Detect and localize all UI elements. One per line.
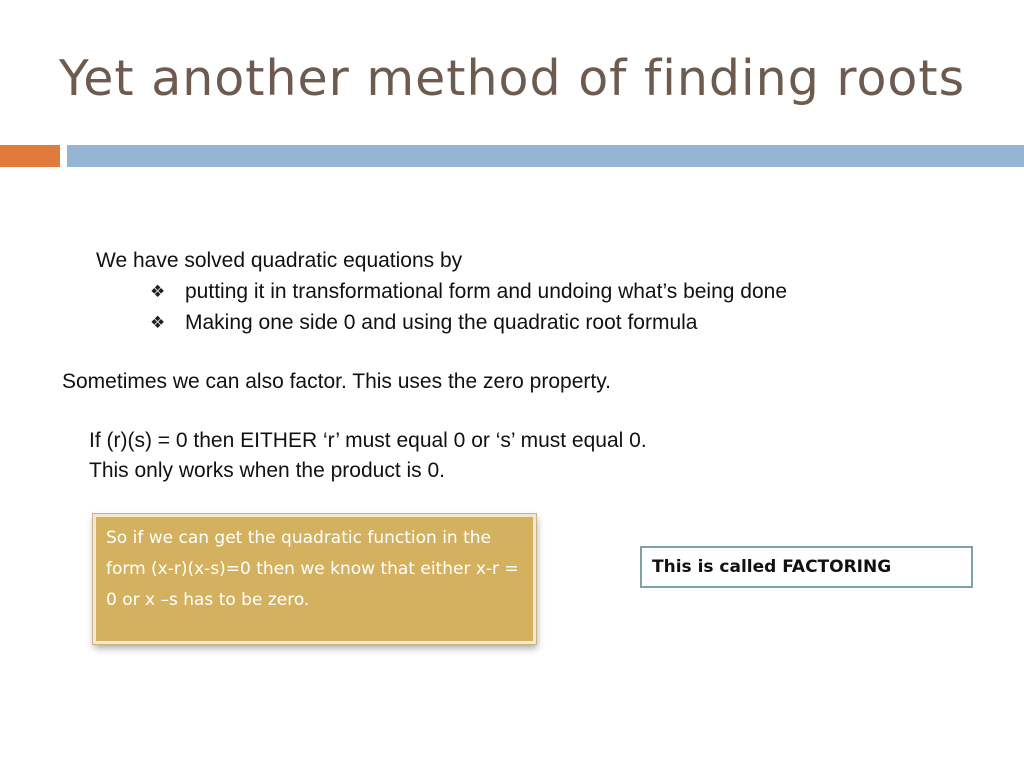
factoring-callout-text: This is called FACTORING [652,557,892,577]
gold-note-box [93,514,536,644]
zero-property-line-2: This only works when the product is 0. [89,459,445,482]
factor-note: Sometimes we can also factor. This uses the zero property. [62,370,611,393]
diamond-bullet-icon: ❖ [150,313,166,333]
intro-text: We have solved quadratic equations by [96,249,463,272]
bullet-item-1: putting it in transformational form and undoing what’s being done [185,280,787,303]
accent-bar-orange [0,145,60,167]
factoring-callout [640,546,973,588]
gold-note-text: So if we can get the quadratic function in the form (x-r)(x-s)=0 then we know that either x-r = 0 or x –s has to be zero. [106,528,519,610]
slide-title: Yet another method of finding roots [58,50,966,107]
diamond-bullet-icon: ❖ [150,282,166,302]
zero-property-line-1: If (r)(s) = 0 then EITHER ‘r’ must equal 0 or ‘s’ must equal 0. [89,429,647,452]
bullet-item-2: Making one side 0 and using the quadratic root formula [185,311,698,334]
accent-bar-blue [67,145,1024,167]
